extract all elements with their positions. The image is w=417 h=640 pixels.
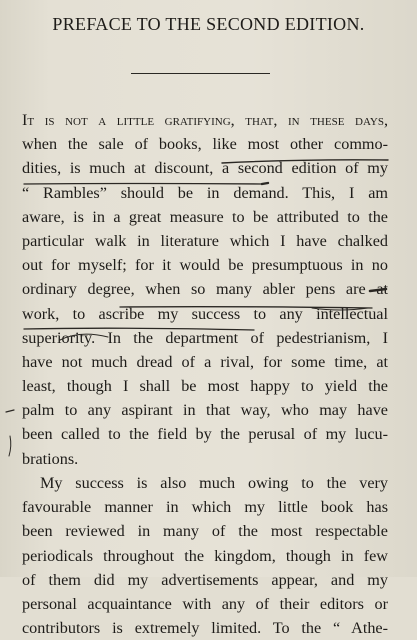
text-line: palm to any aspirant in that way, who may have [22,401,388,420]
text-line: periodicals throughout the kingdom, though in few [22,546,388,565]
text-line: brations. [22,449,79,468]
text-line [22,108,388,132]
page-title: PREFACE TO THE SECOND EDITION. [52,14,365,34]
text-line: dities, is much at discount, a second edition of my [22,159,388,178]
text-line: contributors is extremely limited. To the “ Athe- [22,619,388,638]
text-span: It is not a little gratifying, that, in these days, [22,111,388,129]
text-line: been called to the field by the perusal of my lucu- [22,425,388,444]
text-line: particular walk in literature which I have chalked [22,231,388,250]
text-line: when the sale of books, like most other commo- [22,135,388,154]
text-line: personal acquaintance with any of their editors or [22,594,388,613]
text-line: been reviewed in many of the most respectable [22,522,388,541]
text-line: aware, is in a great measure to be attributed to the [22,207,388,226]
text-line: out for myself; for it would be presumptuous in no [22,256,388,275]
margin-dash [6,410,14,412]
text-line: have not much dread of a rival, for some time, at [22,352,388,371]
paragraph-1 [22,108,388,471]
text-line: least, though I shall be most happy to yield the [22,377,388,396]
text-line: favourable manner in which my little book has [22,498,388,517]
text-line: work, to ascribe my success to any intellectual [22,304,388,323]
text-line: ordinary degree, when so many abler pens are at [22,280,388,299]
text-line: My success is also much owing to the very [40,474,388,492]
text-line: “ Rambles” should be in demand. This, I am [22,183,388,202]
margin-tick [9,436,11,456]
paragraph-2 [22,471,388,640]
text-line: superiority. In the department of pedestrianism, I [22,328,388,347]
text-line: of them did my advertisements appear, and my [22,570,388,589]
title-divider-rule [131,73,270,74]
